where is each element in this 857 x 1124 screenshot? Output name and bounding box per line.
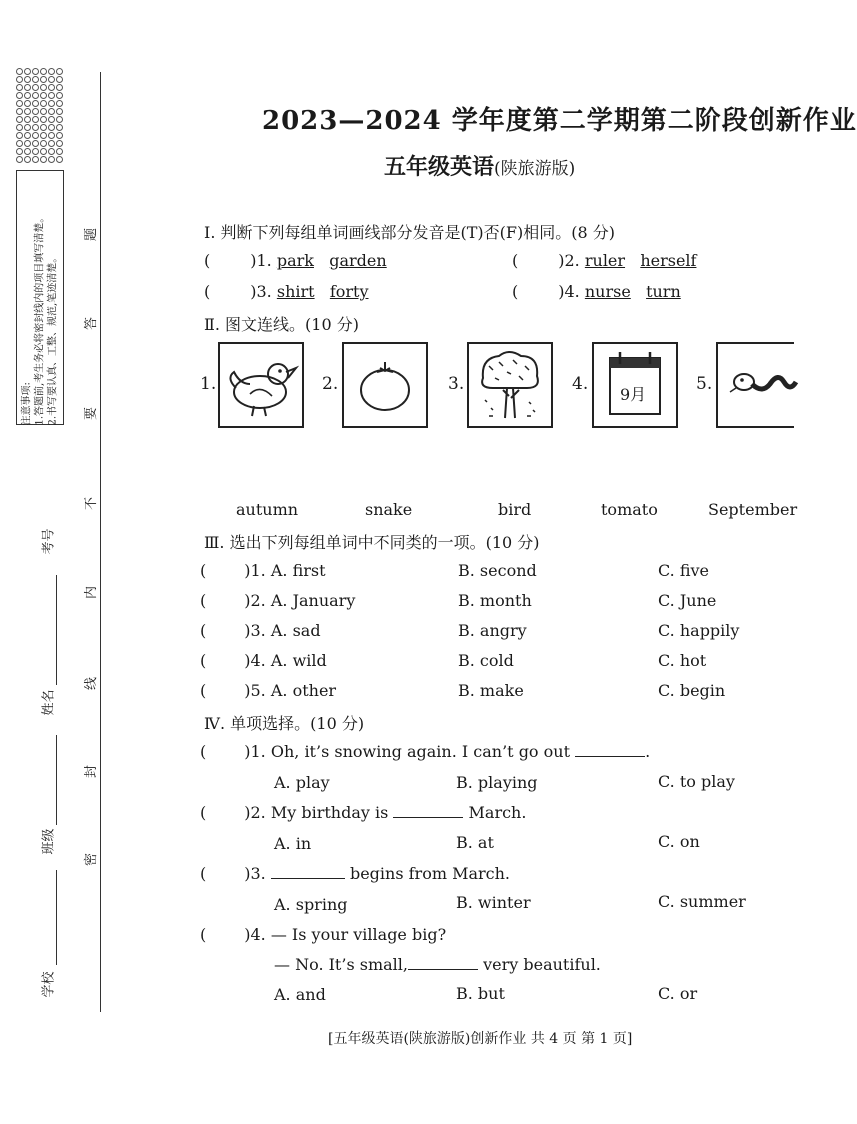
section-4-heading: Ⅳ. 单项选择。(10 分): [204, 714, 365, 733]
binding-hole: [24, 148, 31, 155]
binding-hole: [24, 92, 31, 99]
binding-hole: [24, 140, 31, 147]
question-3-option-c: C. summer: [658, 892, 746, 911]
question-2-option-a: A. in: [274, 834, 312, 853]
match-word: bird: [498, 500, 532, 519]
section-3-option: C. five: [658, 561, 710, 580]
binding-hole: [48, 148, 55, 155]
binding-hole: [24, 108, 31, 115]
binding-hole: [16, 92, 23, 99]
binding-hole: [56, 124, 63, 131]
section-3-option: B. make: [458, 681, 524, 700]
seal-line: [100, 72, 101, 1012]
section-3-heading: Ⅲ. 选出下列每组单词中不同类的一项。(10 分): [204, 533, 540, 552]
binding-hole: [24, 76, 31, 83]
picture-number: 4.: [572, 374, 589, 394]
section-3-item: ( )1. A. first: [200, 561, 326, 580]
binding-hole: [32, 148, 39, 155]
binding-hole: [32, 116, 39, 123]
section-3-option: B. cold: [458, 651, 514, 670]
picture-number: 5.: [696, 374, 713, 394]
section-1-item-1: ( )1. park garden: [204, 251, 387, 270]
section-3-option: B. angry: [458, 621, 527, 640]
binding-hole: [16, 156, 23, 163]
binding-hole: [48, 108, 55, 115]
binding-hole: [32, 68, 39, 75]
question-4-option-c: C. or: [658, 984, 698, 1003]
binding-hole: [48, 68, 55, 75]
tomato-icon: [344, 344, 426, 426]
binding-hole: [56, 140, 63, 147]
binding-hole: [56, 148, 63, 155]
section-3-option: B. month: [458, 591, 532, 610]
seal-char: 封: [84, 764, 100, 779]
section-1-item-3: ( )3. shirt forty: [204, 282, 369, 301]
binding-hole: [40, 124, 47, 131]
binding-hole: [32, 132, 39, 139]
seal-char: 答: [84, 316, 100, 331]
binding-hole: [16, 116, 23, 123]
binding-hole: [24, 132, 31, 139]
binding-hole: [56, 156, 63, 163]
page-subtitle: [384, 150, 575, 181]
question-2-option-c: C. on: [658, 832, 700, 851]
binding-hole: [24, 124, 31, 131]
binding-hole: [16, 108, 23, 115]
page-title: 2023—2024 学年度第二学期第二阶段创新作业: [262, 106, 857, 136]
binding-hole: [24, 100, 31, 107]
binding-hole: [32, 92, 39, 99]
question-1: ( )1. Oh, it’s snowing again. I can’t go out .: [200, 742, 651, 761]
binding-hole: [24, 116, 31, 123]
binding-hole: [40, 132, 47, 139]
question-4-line-2: — No. It’s small, very beautiful.: [274, 955, 601, 974]
binding-hole: [48, 156, 55, 163]
binding-hole: [32, 124, 39, 131]
question-2: ( )2. My birthday is March.: [200, 803, 527, 822]
page-footer: [五年级英语(陕旅游版)创新作业 共 4 页 第 1 页]: [328, 1031, 633, 1047]
binding-hole: [32, 76, 39, 83]
binding-hole: [16, 76, 23, 83]
picture-number: 1.: [200, 374, 217, 394]
binding-hole: [40, 76, 47, 83]
section-3-option: C. hot: [658, 651, 707, 670]
field-class-label: 班级: [41, 828, 57, 855]
tomato-picture: [342, 342, 428, 428]
section-3-option: C. happily: [658, 621, 740, 640]
question-4-option-b: B. but: [456, 984, 505, 1003]
binding-hole: [32, 108, 39, 115]
binding-hole: [48, 124, 55, 131]
binding-hole: [48, 140, 55, 147]
snake-icon: [718, 344, 796, 426]
binding-hole: [40, 116, 47, 123]
binding-hole: [16, 124, 23, 131]
binding-hole: [48, 100, 55, 107]
binding-hole: [32, 156, 39, 163]
binding-hole: [40, 148, 47, 155]
question-3-option-a: A. spring: [274, 895, 348, 914]
field-name-line: [56, 735, 57, 825]
field-name-label: 姓名: [41, 689, 57, 716]
binding-hole: [32, 140, 39, 147]
subject-title: 五年级英语: [384, 154, 495, 180]
binding-hole: [40, 140, 47, 147]
question-1-option-c: C. to play: [658, 772, 735, 791]
binding-hole: [48, 84, 55, 91]
snake-picture: [716, 342, 794, 428]
seal-char: 密: [84, 852, 100, 867]
question-4-option-a: A. and: [274, 985, 326, 1004]
match-word: tomato: [601, 500, 658, 519]
bird-icon: [220, 344, 302, 426]
section-1-item-2: ( )2. ruler herself: [512, 251, 697, 270]
match-word: snake: [365, 500, 413, 519]
seal-char: 线: [84, 676, 100, 691]
tree-icon: [469, 344, 551, 426]
binding-hole: [32, 100, 39, 107]
binding-hole: [40, 84, 47, 91]
binding-hole: [40, 108, 47, 115]
edition-label: (陕旅游版): [494, 159, 576, 179]
binding-hole: [48, 76, 55, 83]
binding-hole: [40, 100, 47, 107]
binding-hole: [16, 84, 23, 91]
picture-number: 3.: [448, 374, 465, 394]
section-2-heading: Ⅱ. 图文连线。(10 分): [204, 315, 359, 334]
picture-number: 2.: [322, 374, 339, 394]
section-3-option: C. June: [658, 591, 717, 610]
binding-hole: [16, 148, 23, 155]
question-2-option-b: B. at: [456, 833, 494, 852]
binding-hole: [48, 116, 55, 123]
section-3-item: ( )2. A. January: [200, 591, 356, 610]
section-3-item: ( )3. A. sad: [200, 621, 321, 640]
section-1-item-4: ( )4. nurse turn: [512, 282, 681, 301]
notice-box: [16, 170, 64, 425]
field-school-label: 学校: [41, 971, 57, 998]
binding-hole: [56, 84, 63, 91]
question-4: ( )4. — Is your village big?: [200, 925, 447, 944]
autumn-tree-picture: [467, 342, 553, 428]
seal-char: 内: [84, 585, 100, 600]
binding-hole: [40, 68, 47, 75]
binding-hole: [24, 68, 31, 75]
seal-char: 要: [84, 406, 100, 421]
seal-char: 不: [84, 496, 100, 511]
binding-hole: [16, 140, 23, 147]
binding-hole: [24, 84, 31, 91]
question-1-option-a: A. play: [274, 773, 330, 792]
binding-hole: [56, 132, 63, 139]
question-1-option-b: B. playing: [456, 773, 538, 792]
binding-hole: [40, 156, 47, 163]
section-3-option: B. second: [458, 561, 537, 580]
section-3-option: C. begin: [658, 681, 726, 700]
binding-hole: [16, 100, 23, 107]
binding-hole: [56, 76, 63, 83]
notice-text: 注意事项: 1.答题前,考生务必将密封线内的项目填写清楚。 2.书写要认真、工整、规范,笔迹清楚。: [21, 212, 59, 426]
calendar-picture: [592, 342, 678, 428]
binding-hole: [48, 132, 55, 139]
binding-hole: [32, 84, 39, 91]
section-3-item: ( )5. A. other: [200, 681, 337, 700]
binding-holes: [16, 68, 68, 168]
calendar-label: 9月: [620, 385, 647, 404]
match-word: autumn: [236, 500, 299, 519]
binding-hole: [48, 92, 55, 99]
binding-hole: [16, 68, 23, 75]
field-exam-number-label: 考号: [41, 528, 57, 555]
field-class-line: [56, 870, 57, 965]
section-3-item: ( )4. A. wild: [200, 651, 327, 670]
match-word: September: [708, 500, 798, 519]
section-1-heading: Ⅰ. 判断下列每组单词画线部分发音是(T)否(F)相同。(8 分): [204, 223, 615, 242]
binding-hole: [56, 68, 63, 75]
binding-hole: [56, 92, 63, 99]
seal-char: 题: [84, 227, 100, 242]
binding-hole: [56, 108, 63, 115]
question-3: ( )3. begins from March.: [200, 864, 511, 883]
binding-hole: [16, 132, 23, 139]
binding-hole: [40, 92, 47, 99]
question-3-option-b: B. winter: [456, 893, 531, 912]
binding-hole: [24, 156, 31, 163]
field-exam-number-line: [56, 575, 57, 685]
binding-hole: [56, 116, 63, 123]
bird-picture: [218, 342, 304, 428]
binding-hole: [56, 100, 63, 107]
